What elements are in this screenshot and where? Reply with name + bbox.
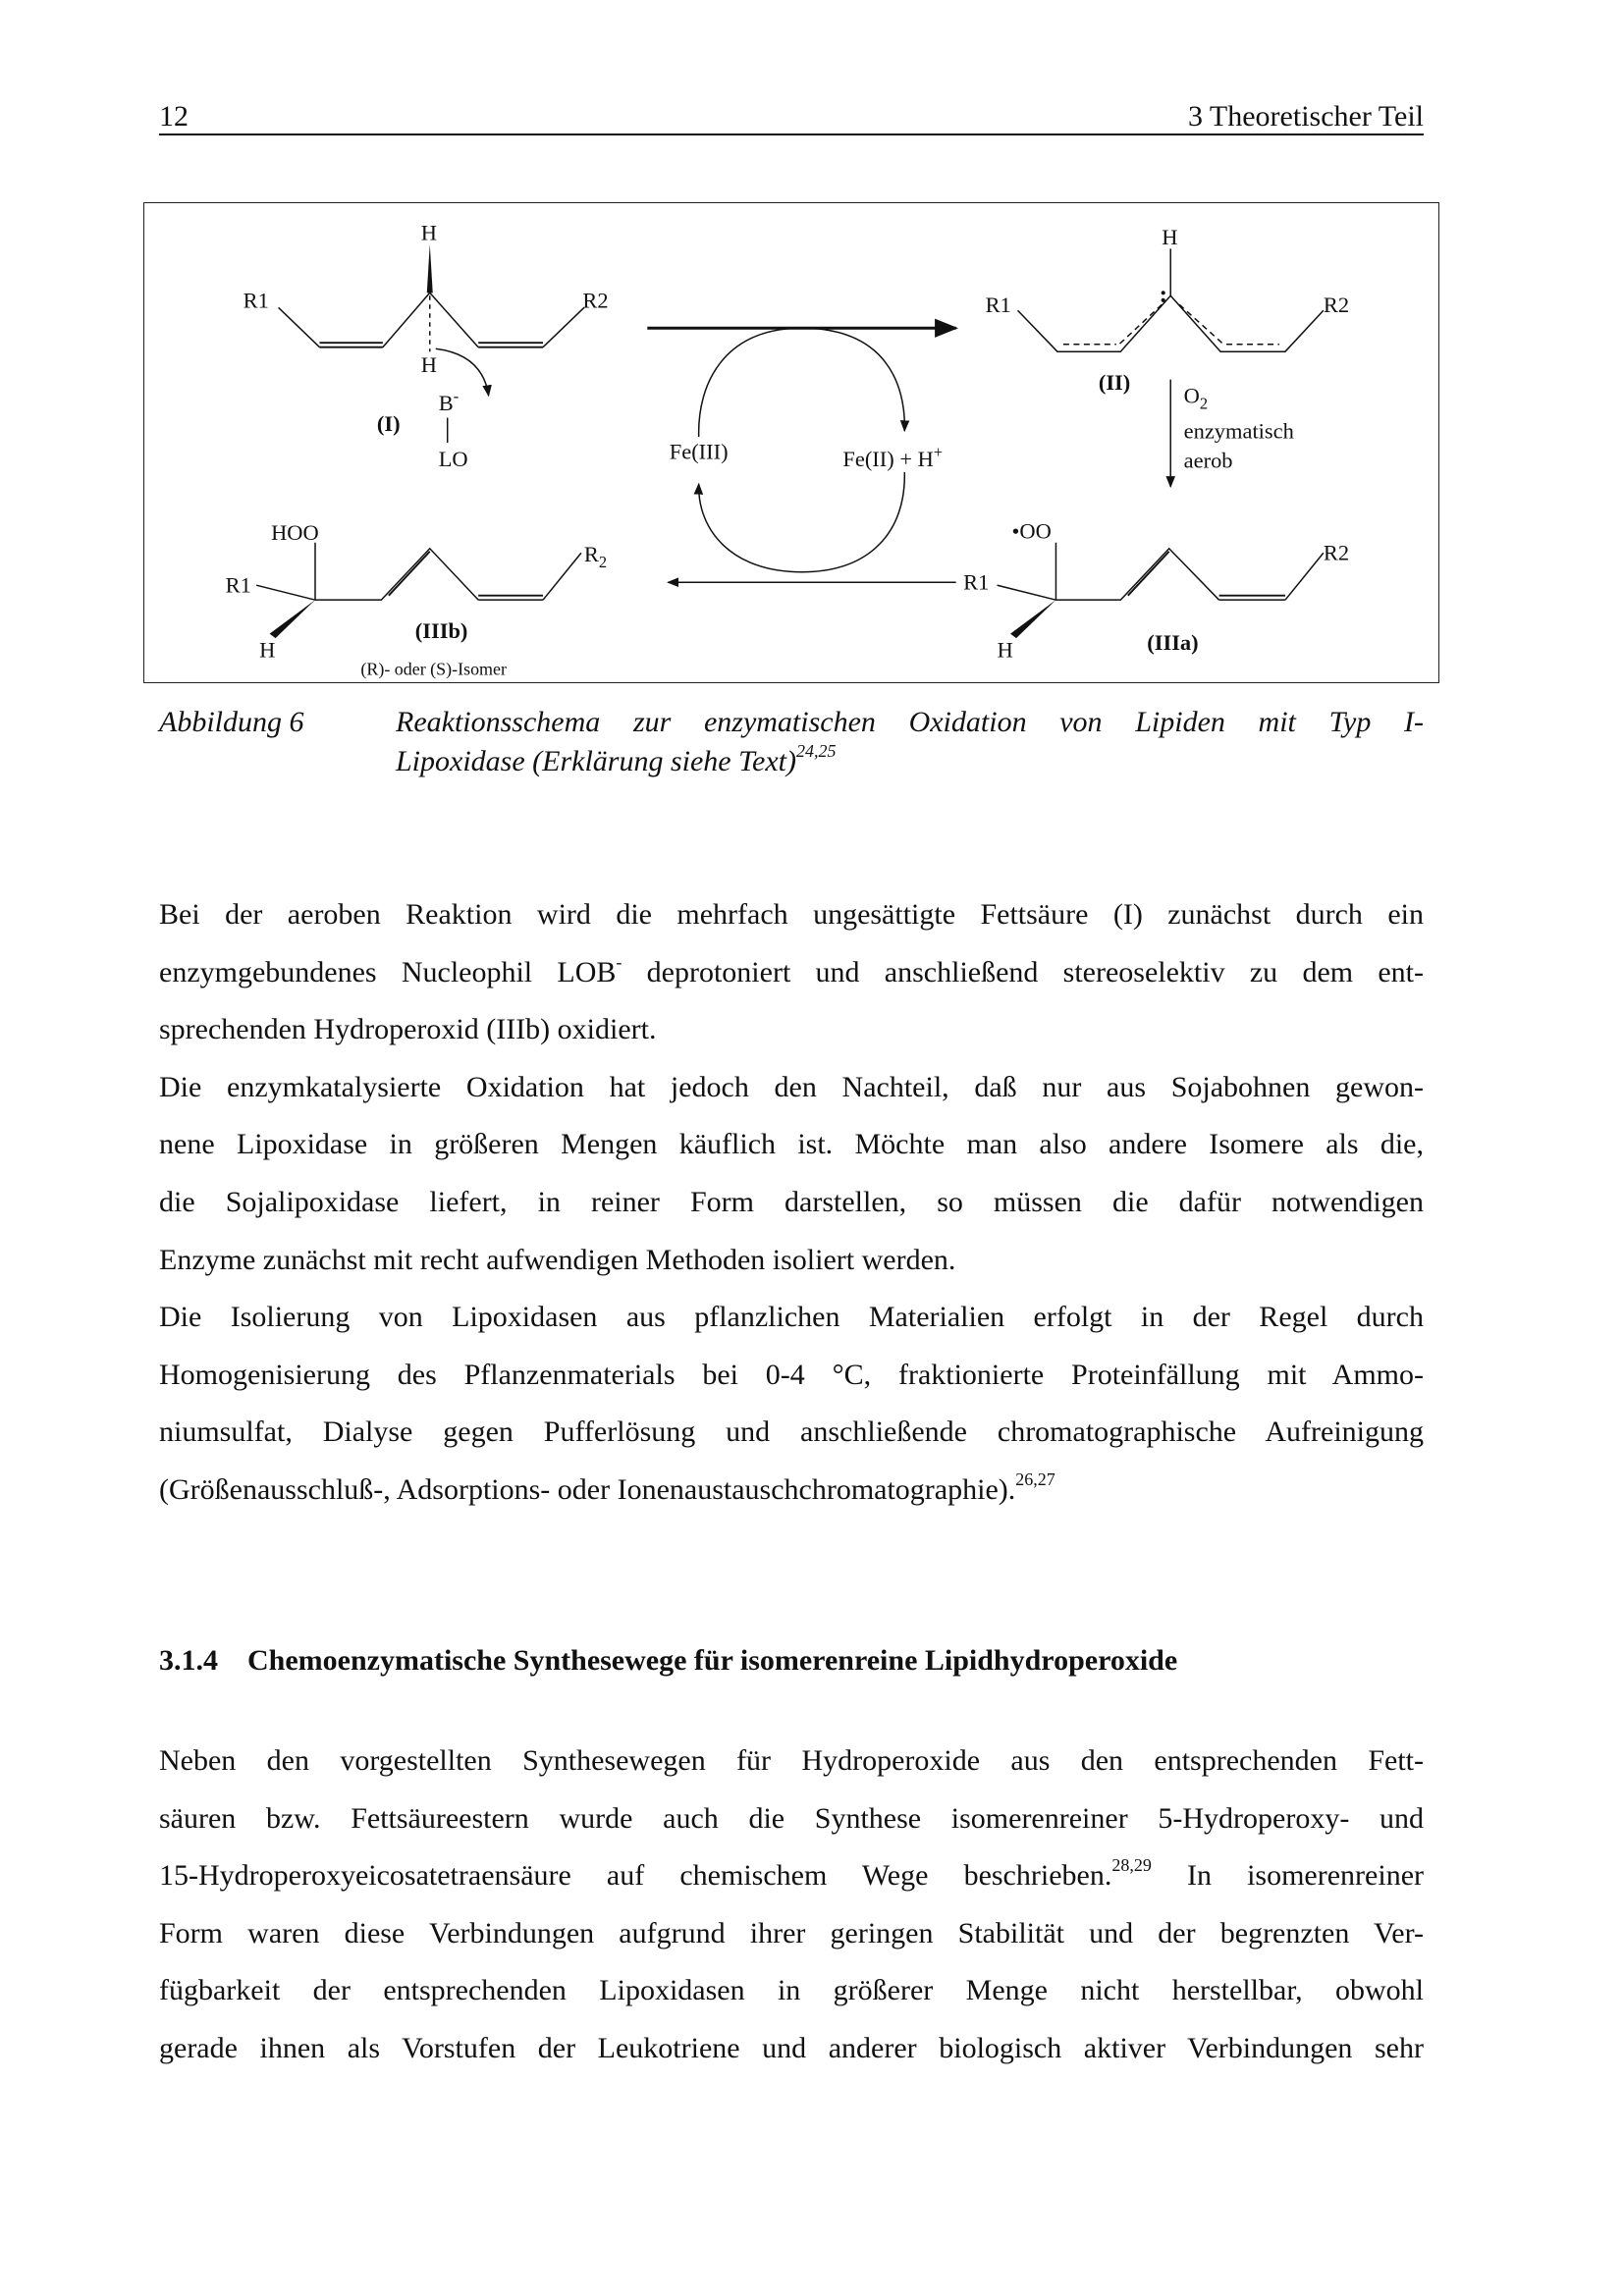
figure-caption-label: Abbildung 6: [159, 706, 304, 738]
compound-label: (II): [1098, 370, 1131, 396]
atom-label: LO: [438, 446, 468, 471]
text-line: (Größenausschluß-, Adsorptions- oder Ionenaustauschchromatographie).$^{26,27}$: [159, 1468, 1055, 1506]
double-bonds-I: [319, 343, 543, 347]
text-line: nene Lipoxidase in größeren Mengen käuflich ist. Möchte man also andere Isomere als die,: [159, 1128, 1424, 1161]
figure-caption-line: Reaktionsschema zur enzymatischen Oxidation von Lipiden mit Typ I-: [396, 706, 1424, 738]
cycle-arrow-up: [699, 472, 905, 572]
text-line: niumsulfat, Dialyse gegen Pufferlösung und anschließende chromatographische Aufreinigung: [159, 1415, 1424, 1449]
text-line: Neben den vorgestellten Synthesewegen für Hydroperoxide aus den entsprechenden Fett-: [159, 1744, 1424, 1777]
text-line: 15-Hydroperoxyeicosatetraensäure auf chemischem Wege beschrieben.$^{28,29}$ In isomerenreiner: [159, 1855, 1425, 1893]
reagent-label: $O_2$: [1183, 383, 1209, 413]
body-paragraph-1: [159, 886, 1424, 1520]
condition-label: aerob: [1183, 448, 1233, 473]
atom-label: H: [1162, 224, 1178, 249]
text-line: Enzyme zunächst mit recht aufwendigen Methoden isoliert werden.: [159, 1243, 956, 1276]
text-line: Form waren diese Verbindungen aufgrund ihrer geringen Stabilität und der begrenzten Ver-: [159, 1916, 1424, 1949]
chain-II: [1018, 248, 1324, 351]
text-line: enzymgebundenes Nucleophil LOB- deprotoniert und anschließend stereoselektiv zu dem ent-: [159, 951, 1424, 988]
section-heading: 3.1.4 Chemoenzymatische Synthesewege für isomerenreine Lipidhydroperoxide: [159, 1644, 1178, 1677]
wedge-bond: [270, 600, 315, 638]
cycle-arrow-down: [801, 328, 904, 431]
atom-label: H: [420, 352, 437, 378]
text-line: gerade ihnen als Vorstufen der Leukotriene und anderer biologisch aktiver Verbindungen sehr: [159, 2031, 1424, 2064]
atom-label: R1: [985, 292, 1011, 317]
iron-label: Fe(III): [669, 439, 729, 464]
atom-label: R2: [1323, 292, 1350, 317]
compound-label: (IIIa): [1147, 630, 1199, 656]
compound-label: (IIIb): [414, 618, 468, 644]
chain-IIIb: [256, 543, 581, 600]
wedge-bond: [427, 244, 433, 293]
compound-label: (I): [376, 411, 401, 437]
atom-label: $R_2$: [583, 542, 608, 572]
atom-label: R2: [582, 288, 609, 313]
text-line: fügbarkeit der entsprechenden Lipoxidasen in größerer Menge nicht herstellbar, obwohl: [159, 1974, 1424, 2007]
page-number: 12: [159, 100, 189, 133]
text-line: Bei der aeroben Reaktion wird die mehrfach ungesättigte Fettsäure (I) zunächst durch ein: [159, 898, 1424, 931]
condition-label: enzymatisch: [1183, 418, 1294, 444]
header-rule: [159, 133, 1424, 135]
reaction-scheme-diagram: [144, 203, 1438, 682]
atom-label: HOO: [271, 519, 319, 545]
atom-label: H: [259, 637, 276, 663]
atom-label: H: [420, 220, 437, 245]
atom-label: B-: [438, 387, 460, 416]
curved-arrow: [436, 348, 489, 396]
figure-caption-line: Lipoxidase (Erklärung siehe Text)$^{24,25}$: [396, 741, 837, 777]
atom-label: R1: [225, 572, 251, 598]
reaction-scheme-figure: [143, 202, 1439, 683]
running-header: 3 Theoretischer Teil: [1187, 100, 1424, 133]
wedge-bond: [1010, 600, 1055, 638]
text-line: Homogenisierung des Pflanzenmaterials bei 0-4 °C, fraktionierte Proteinfällung mit Ammo-: [159, 1358, 1424, 1391]
isomer-note: (R)- oder (S)-Isomer: [360, 659, 507, 679]
atom-label: H: [997, 637, 1013, 663]
text-line: säuren bzw. Fettsäureestern wurde auch die Synthese isomerenreiner 5-Hydroperoxy- und: [159, 1801, 1424, 1835]
body-paragraph-2: [159, 1733, 1424, 2078]
chain-I: [279, 293, 584, 347]
atom-label: R1: [963, 569, 990, 595]
text-line: die Sojalipoxidase liefert, in reiner Form darstellen, so müssen die dafür notwendigen: [159, 1185, 1424, 1218]
text-line: Die Isolierung von Lipoxidasen aus pflanzlichen Materialien erfolgt in der Regel durch: [159, 1301, 1424, 1334]
iron-label: Fe(II) + H+: [842, 442, 944, 471]
text-line: Die enzymkatalysierte Oxidation hat jedoch den Nachteil, daß nur aus Sojabohnen gewon-: [159, 1070, 1424, 1103]
chain-IIIa: [998, 543, 1324, 600]
atom-label: R2: [1323, 540, 1350, 565]
text-line: sprechenden Hydroperoxid (IIIb) oxidiert.: [159, 1013, 657, 1046]
atom-label: R1: [243, 288, 269, 313]
atom-label: •OO: [1011, 518, 1052, 544]
